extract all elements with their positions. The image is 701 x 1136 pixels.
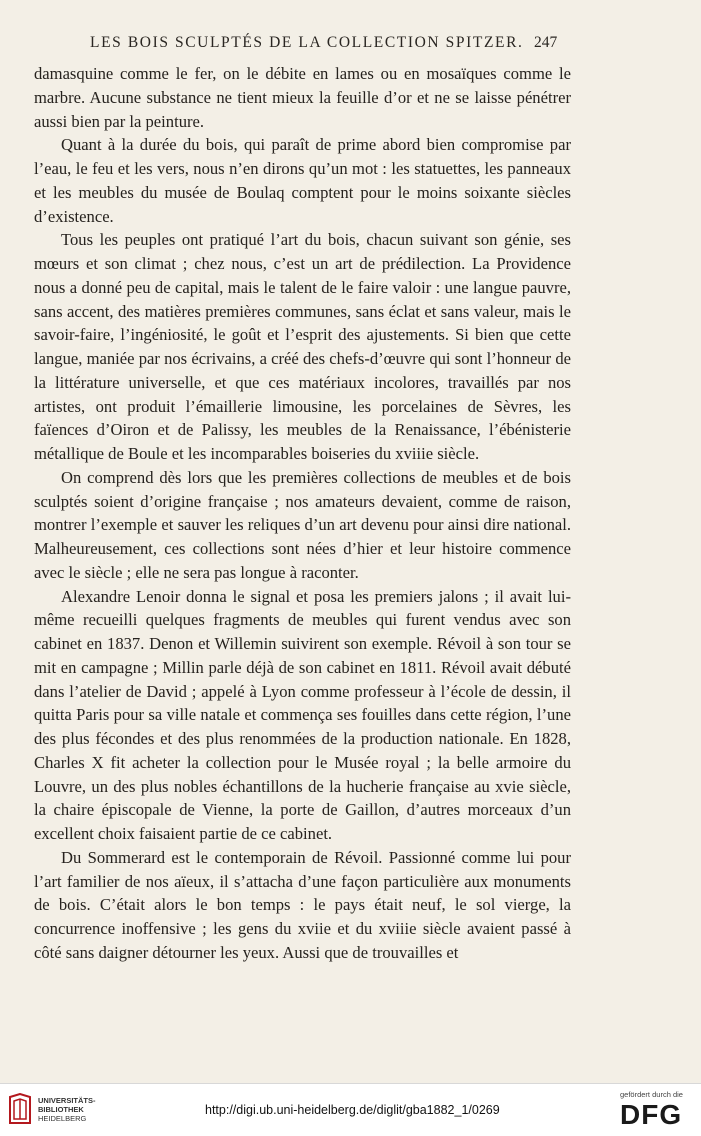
- paragraph: On comprend dès lors que les premières collections de meubles et de bois sculptés soient d’origine française ; nos amateurs devaient, comme de raison, montrer l’exemple et sauver les reliques d’un art devenu pour ainsi dire national. Malheureusement, ces collections sont nées d’hier et leur histoire commence avec le siècle ; elle ne sera pas longue à raconter.: [34, 467, 571, 582]
- paragraph: Du Sommerard est le contemporain de Révoil. Passionné comme lui pour l’art familier de nos aïeux, il s’attacha d’une façon particulière aux monuments de bois. C’était alors le bon temps : le pays était neuf, le sol vierge, la concurrence inoffensive ; les gens du xviie et du xviiie siècle avaient passé à côté sans daigner détourner les yeux. Aussi que de trouvailles et: [34, 847, 571, 962]
- paragraph: Tous les peuples ont pratiqué l’art du bois, chacun suivant son génie, ses mœurs et son climat ; chez nous, c’est un art de prédilection. La Providence nous a donné peu de capital, mais le talent de le faire valoir : une langue pauvre, sans accent, des matières premières communes, sans éclat et sans valeur, mais le savoir-faire, l’ingéniosité, le goût et l’esprit des ajustements. Si bien que cette langue, maniée par nos écrivains, a créé des chefs-d’œuvre qui sont l’honneur de la littérature universelle, et que ces matériaux incolores, travaillés par nos artistes, ont produit l’émaillerie limousine, les porcelaines de Sèvres, les faïences d’Oiron et de Palissy, les meubles de la Renaissance, l’ébénisterie métallique de Boule et les incomparables boiseries du xviiie siècle.: [34, 230, 571, 463]
- library-name: [38, 1096, 96, 1123]
- funded-by-label: gefördert durch die: [620, 1090, 683, 1099]
- permalink-url[interactable]: http://digi.ub.uni-heidelberg.de/diglit/gba1882_1/0269: [205, 1103, 500, 1117]
- page-number: 247: [534, 34, 558, 51]
- library-logo-icon: [8, 1093, 32, 1125]
- library-name-line: HEIDELBERG: [38, 1114, 87, 1123]
- dfg-logo: DFG: [620, 1099, 683, 1130]
- library-name-line: BIBLIOTHEK: [38, 1105, 84, 1114]
- library-name-line: UNIVERSITÄTS-: [38, 1096, 96, 1105]
- paragraph: Alexandre Lenoir donna le signal et posa les premiers jalons ; il avait lui-même recueilli quelques fragments de meubles qui furent vendus avec son cabinet en 1837. Denon et Willemin suivirent son exemple. Révoil à son tour se mit en campagne ; Millin parle déjà de son cabinet en 1811. Révoil avait débuté dans l’atelier de David ; appelé à Lyon comme professeur à l’école de dessin, il quitta Paris pour sa ville natale et commença ses fouilles dans cette région, l’une des plus fécondes et des plus renommées de la production nationale. En 1828, Charles X fit acheter la collection pour le Musée royal ; la belle armoire du Louvre, un des plus nobles échantillons de la hucherie française au xvie siècle, la chaire épiscopale de Vienne, la porte de Gaillon, d’autres morceaux d’un excellent choix faisaient partie de ce cabinet.: [34, 586, 571, 843]
- body-text: [34, 62, 571, 965]
- paragraph: damasquine comme le fer, on le débite en lames ou en mosaïques comme le marbre. Aucune substance ne tient mieux la feuille d’or et ne se laisse pénétrer aussi bien par la peinture.: [34, 64, 571, 131]
- paragraph: Quant à la durée du bois, qui paraît de prime abord bien compromise par l’eau, le feu et les vers, nous n’en dirons qu’un mot : les statuettes, les panneaux et les meubles du musée de Boulaq comptent pour le moins soixante siècles d’existence.: [34, 135, 571, 226]
- running-head: LES BOIS SCULPTÉS DE LA COLLECTION SPITZER.: [90, 34, 524, 51]
